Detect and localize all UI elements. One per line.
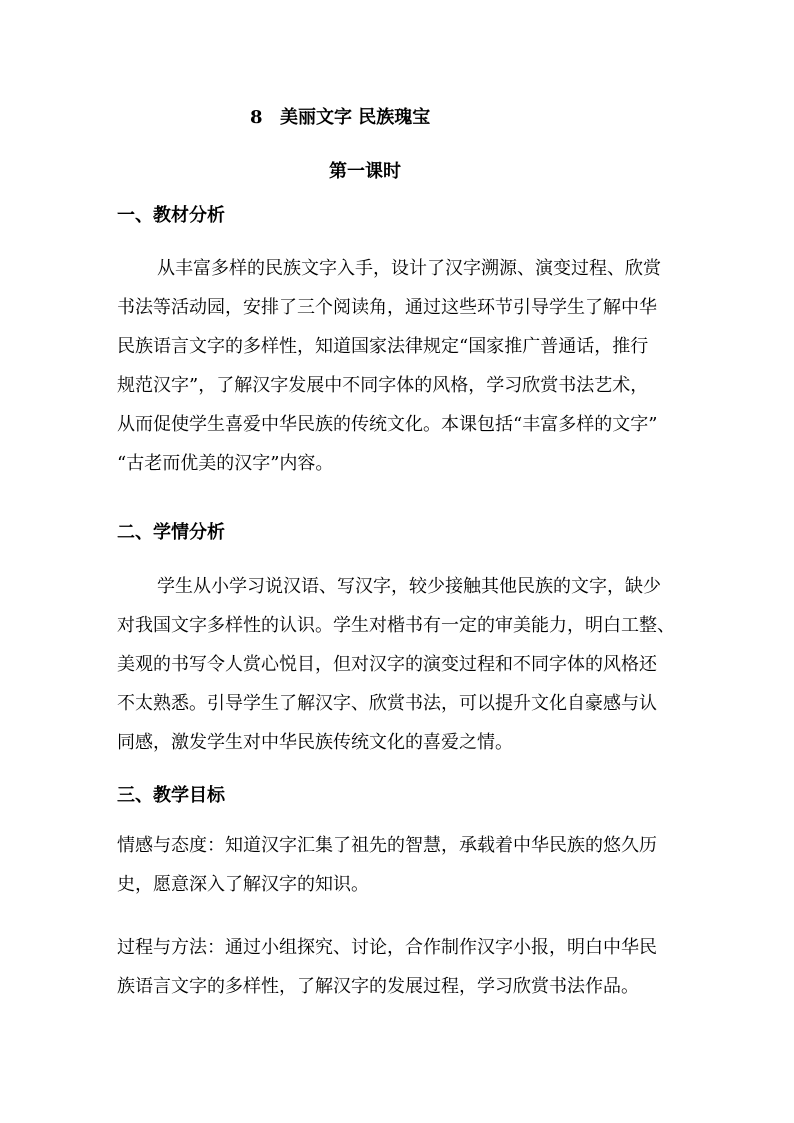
paragraph-line: “古老而优美的汉字”内容。 [117,453,334,474]
objective-line: 史，愿意深入了解汉字的知识。 [117,874,369,895]
paragraph-line: 民族语言文字的多样性，知道国家法律规定“国家推广普通话，推行 [117,336,649,357]
paragraph-line: 从而促使学生喜爱中华民族的传统文化。本课包括“丰富多样的文字” [117,414,658,435]
objective-emotion-attitude [117,826,687,904]
paragraph-learner-analysis [117,567,687,762]
objective-process-method [117,928,687,1006]
section-heading-learner-analysis: 二、学情分析 [117,522,225,543]
objective-line: 族语言文字的多样性，了解汉字的发展过程，学习欣赏书法作品。 [117,976,639,997]
paragraph-textbook-analysis [117,249,687,483]
paragraph-line: 对我国文字多样性的认识。学生对楷书有一定的审美能力，明白工整、 [117,615,675,636]
paragraph-line: 规范汉字”，了解汉字发展中不同字体的风格，学习欣赏书法艺术， [117,375,649,396]
paragraph-line: 书法等活动园，安排了三个阅读角，通过这些环节引导学生了解中华 [117,297,657,318]
section-heading-textbook-analysis: 一、教材分析 [117,205,225,226]
paragraph-line: 同感，激发学生对中华民族传统文化的喜爱之情。 [117,732,513,753]
objective-line: 情感与态度：知道汉字汇集了祖先的智慧，承载着中华民族的悠久历 [117,835,657,856]
paragraph-line: 美观的书写令人赏心悦目，但对汉字的演变过程和不同字体的风格还 [117,654,657,675]
lesson-number: 8 [250,107,263,128]
objective-line: 过程与方法：通过小组探究、讨论，合作制作汉字小报，明白中华民 [117,937,657,958]
paragraph-line: 不太熟悉。引导学生了解汉字、欣赏书法，可以提升文化自豪感与认 [117,693,657,714]
lesson-period-subtitle: 第一课时 [329,161,401,182]
paragraph-line: 学生从小学习说汉语、写汉字，较少接触其他民族的文字，缺少 [157,576,661,597]
paragraph-line: 从丰富多样的民族文字入手，设计了汉字溯源、演变过程、欣赏 [157,258,661,279]
page-title: 美丽文字 民族瑰宝 [280,107,431,128]
section-heading-teaching-objectives: 三、教学目标 [117,785,225,806]
